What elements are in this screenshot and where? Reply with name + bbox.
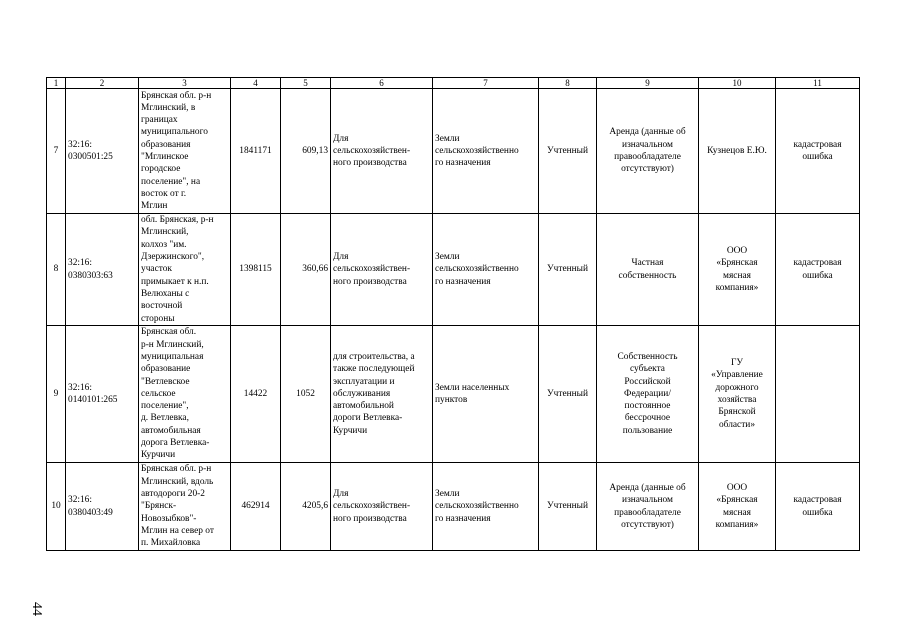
table-row (47, 89, 860, 214)
value-cell: 1398115 (231, 214, 281, 326)
row-number: 10 (47, 463, 66, 551)
col-header: 4 (231, 78, 281, 89)
col-header: 3 (139, 78, 231, 89)
col-header: 7 (433, 78, 539, 89)
right-type-cell: Аренда (данные об изначальном правообладателе отсутствуют) (597, 89, 699, 214)
note-cell: кадастровая ошибка (776, 463, 860, 551)
right-type-cell: Собственность субъекта Российской Федерации/ постоянное бессрочное пользование (597, 326, 699, 463)
col-header: 5 (281, 78, 331, 89)
permitted-use-cell: для строительства, а также последующей эксплуатации и обслуживания автомобильной дороги Ветлевка- Курчичи (331, 326, 433, 463)
col-header: 11 (776, 78, 860, 89)
column-number-row (47, 78, 860, 89)
table-row (47, 326, 860, 463)
area-cell: 1052 (281, 326, 331, 463)
cadastral-number: 32:16: 0140101:265 (66, 326, 139, 463)
land-category-cell: Земли сельскохозяйственно го назначения (433, 214, 539, 326)
area-cell: 360,66 (281, 214, 331, 326)
note-cell (776, 326, 860, 463)
row-number: 8 (47, 214, 66, 326)
col-header: 6 (331, 78, 433, 89)
col-header: 2 (66, 78, 139, 89)
right-type-cell: Частная собственность (597, 214, 699, 326)
table-row (47, 463, 860, 551)
address-cell: Брянская обл. р-н Мглинский, муниципальная образование "Ветлевское сельское поселение", д. Ветлевка, автомобильная дорога Ветлевка- Курчичи (139, 326, 231, 463)
page-number: 44 (29, 602, 44, 616)
row-number: 9 (47, 326, 66, 463)
cadastral-number: 32:16: 0300501:25 (66, 89, 139, 214)
table-row (47, 214, 860, 326)
address-cell: Брянская обл. р-н Мглинский, в границах муниципального образования "Мглинское городское поселение", на восток от г. Мглин (139, 89, 231, 214)
col-header: 10 (699, 78, 776, 89)
cadastral-table (46, 77, 860, 551)
status-cell: Учтенный (539, 89, 597, 214)
cadastral-number: 32:16: 0380303:63 (66, 214, 139, 326)
note-cell: кадастровая ошибка (776, 214, 860, 326)
owner-cell: ГУ «Управление дорожного хозяйства Брянской области» (699, 326, 776, 463)
col-header: 8 (539, 78, 597, 89)
status-cell: Учтенный (539, 326, 597, 463)
permitted-use-cell: Для сельскохозяйствен- ного производства (331, 214, 433, 326)
owner-cell: ООО «Брянская мясная компания» (699, 463, 776, 551)
area-cell: 4205,6 (281, 463, 331, 551)
col-header: 9 (597, 78, 699, 89)
value-cell: 1841171 (231, 89, 281, 214)
address-cell: обл. Брянская, р-н Мглинский, колхоз "им. Дзержинского", участок примыкает к н.п. Велюханы с восточной стороны (139, 214, 231, 326)
cadastral-number: 32:16: 0380403:49 (66, 463, 139, 551)
permitted-use-cell: Для сельскохозяйствен- ного производства (331, 89, 433, 214)
owner-cell: ООО «Брянская мясная компания» (699, 214, 776, 326)
value-cell: 14422 (231, 326, 281, 463)
area-cell: 609,13 (281, 89, 331, 214)
land-category-cell: Земли населенных пунктов (433, 326, 539, 463)
status-cell: Учтенный (539, 214, 597, 326)
land-category-cell: Земли сельскохозяйственно го назначения (433, 463, 539, 551)
status-cell: Учтенный (539, 463, 597, 551)
owner-cell: Кузнецов Е.Ю. (699, 89, 776, 214)
right-type-cell: Аренда (данные об изначальном правообладателе отсутствуют) (597, 463, 699, 551)
permitted-use-cell: Для сельскохозяйствен- ного производства (331, 463, 433, 551)
land-category-cell: Земли сельскохозяйственно го назначения (433, 89, 539, 214)
value-cell: 462914 (231, 463, 281, 551)
row-number: 7 (47, 89, 66, 214)
note-cell: кадастровая ошибка (776, 89, 860, 214)
col-header: 1 (47, 78, 66, 89)
address-cell: Брянская обл. р-н Мглинский, вдоль автодороги 20-2 "Брянск- Новозыбков"- Мглин на север от п. Михайловка (139, 463, 231, 551)
